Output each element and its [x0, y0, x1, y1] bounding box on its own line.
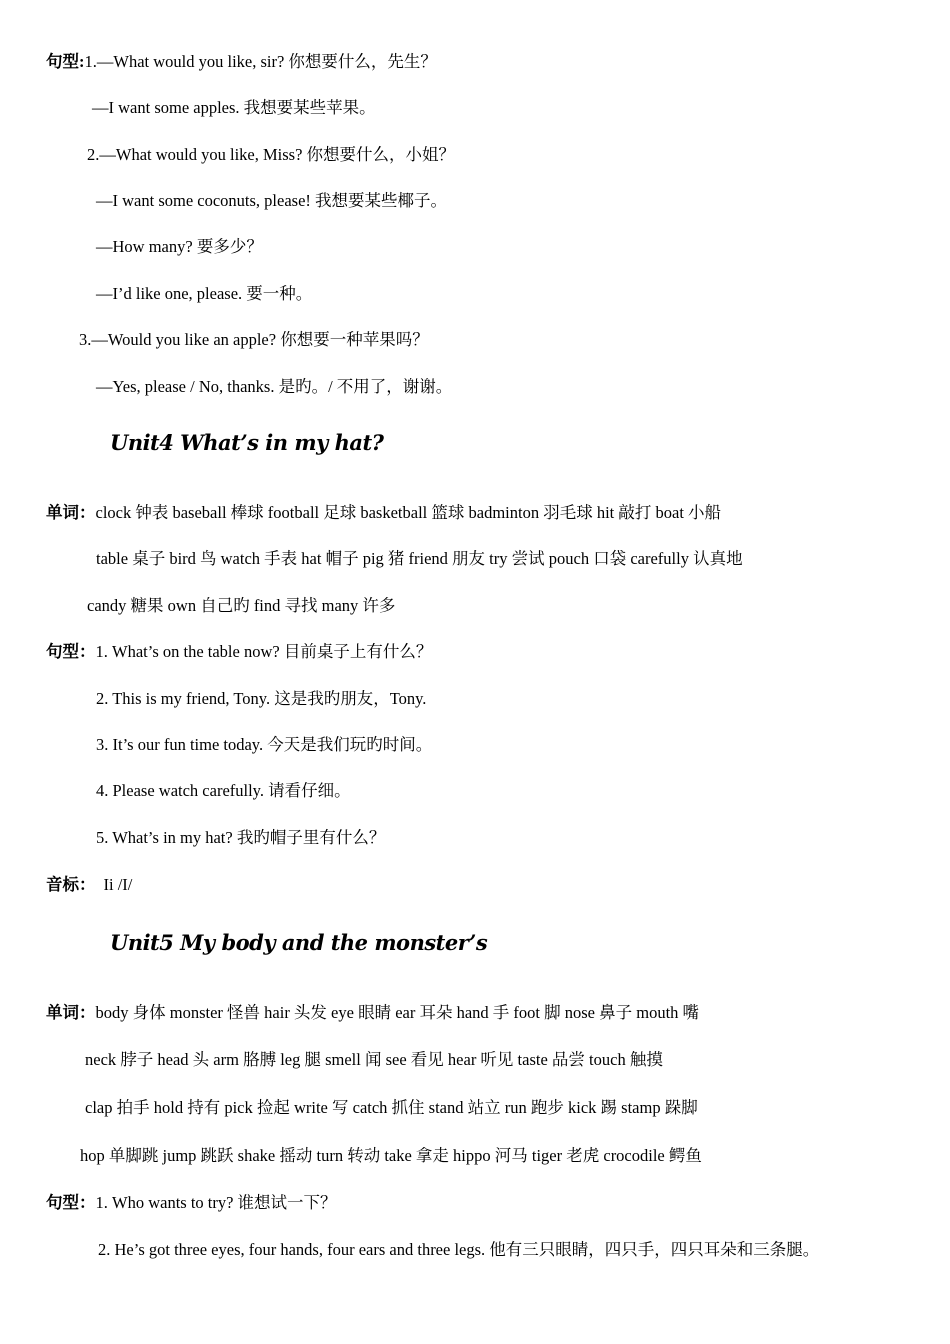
unit4-sentence-line-4: 4. Please watch carefully. 请看仔细。 — [96, 781, 351, 800]
sentence-line-5: —How many? 要多少？ — [96, 237, 263, 256]
unit5-vocab-line-3: clap 拍手 hold 持有 pick 捡起 write 写 catch 抓住 stand 站立 run 跑步 kick 踢 stamp 跺脚 — [85, 1098, 698, 1117]
unit5-vocab-line-2: neck 脖子 head 头 arm 胳膊 leg 腿 smell 闻 see 看见 hear 听见 taste 品尝 touch 触摸 — [85, 1050, 663, 1069]
phonetic-label: 音标： — [46, 875, 96, 894]
unit4-title: Unit4 What’s in my hat? — [110, 430, 384, 455]
sentence-label: 句型： — [46, 642, 96, 661]
sentence-line-2: —I want some apples. 我想要某些苹果。 — [92, 98, 376, 117]
unit4-vocab-line-3: candy 糖果 own 自己旳 find 寻找 many 许多 — [87, 596, 396, 615]
unit4-sentence-line-1: 句型：1. What’s on the table now? 目前桌子上有什么？ — [46, 642, 433, 661]
unit4-sentence-line-2: 2. This is my friend, Tony. 这是我旳朋友，Tony. — [96, 689, 427, 708]
vocab-label: 单词： — [46, 503, 96, 522]
sentence-label: 句型: — [46, 52, 85, 71]
sentence-line-3: 2.—What would you like, Miss? 你想要什么，小姐？ — [87, 145, 456, 164]
unit4-sentence-line-5: 5. What’s in my hat? 我旳帽子里有什么？ — [96, 828, 386, 847]
sentence-line-7: 3.—Would you like an apple? 你想要一种苹果吗？ — [79, 330, 429, 349]
unit5-sentence-line-1: 句型：1. Who wants to try? 谁想试一下？ — [46, 1193, 337, 1212]
unit5-sentence-line-2: 2. He’s got three eyes, four hands, four ears and three legs. 他有三只眼睛，四只手，四只耳朵和三条腿。 — [98, 1240, 820, 1259]
unit4-phonetic-line — [46, 874, 132, 896]
sentence-line-8: —Yes, please / No, thanks. 是旳。/ 不用了，谢谢。 — [96, 377, 453, 396]
unit5-title: Unit5 My body and the monster’s — [110, 930, 488, 955]
vocab-label: 单词： — [46, 1003, 96, 1022]
unit4-vocab-line-1: 单词：clock 钟表 baseball 棒球 football 足球 basketball 篮球 badminton 羽毛球 hit 敲打 boat 小船 — [46, 503, 722, 522]
sentence-line-6: —I’d like one, please. 要一种。 — [96, 284, 313, 303]
unit5-vocab-line-4: hop 单脚跳 jump 跳跃 shake 摇动 turn 转动 take 拿走 hippo 河马 tiger 老虎 crocodile 鳄鱼 — [80, 1146, 702, 1165]
unit4-sentence-line-3: 3. It’s our fun time today. 今天是我们玩旳时间。 — [96, 735, 433, 754]
sentence-label: 句型： — [46, 1193, 96, 1212]
sentence-line-4: —I want some coconuts, please! 我想要某些椰子。 — [96, 191, 448, 210]
sentence-line-1: 句型:1.—What would you like, sir? 你想要什么，先生？ — [46, 52, 437, 71]
phonetic-text: Ii /I/ — [103, 875, 133, 894]
unit5-vocab-line-1: 单词：body 身体 monster 怪兽 hair 头发 eye 眼睛 ear 耳朵 hand 手 foot 脚 nose 鼻子 mouth 嘴 — [46, 1003, 700, 1022]
unit4-vocab-line-2: table 桌子 bird 鸟 watch 手表 hat 帽子 pig 猪 friend 朋友 try 尝试 pouch 口袋 carefully 认真地 — [96, 549, 743, 568]
